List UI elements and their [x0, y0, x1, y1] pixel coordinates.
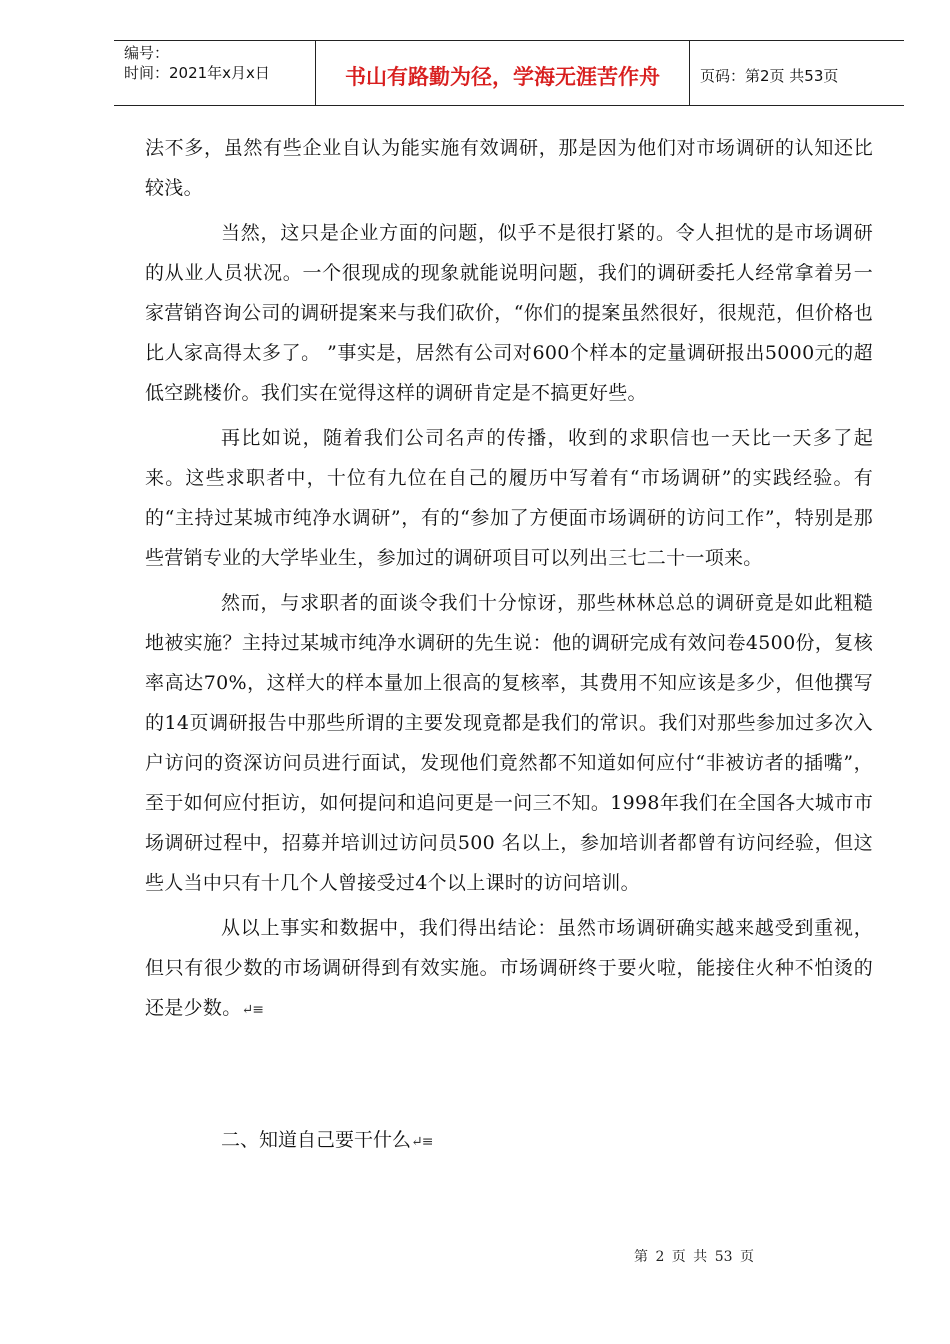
paragraph-3: 再比如说，随着我们公司名声的传播，收到的求职信也一天比一天多了起来。这些求职者中，十位有九位在自己的履历中写着有“市场调研”的实践经验。有的“主持过某城市纯净水调研”，有的“参加了方便面市场调研的访问工作”，特别是那些营销专业的大学毕业生，参加过的调研项目可以列出三七二十一项来。 — [145, 427, 873, 569]
paragraph-5: 从以上事实和数据中，我们得出结论：虽然市场调研确实越来越受到重视，但只有很少数的市场调研得到有效实施。市场调研终于要火啦，能接住火种不怕烫的还是少数。↵≡ — [145, 917, 873, 1019]
document-number-label: 编号： — [124, 44, 170, 62]
paragraph-2: 当然，这只是企业方面的问题，似乎不是很打紧的。令人担忧的是市场调研的从业人员状况。一个很现成的现象就能说明问题，我们的调研委托人经常拿着另一家营销咨询公司的调研提案来与我们砍价，“你们的提案虽然很好，很规范，但价格也比人家高得太多了。 ”事实是，居然有公司对600个样本的定量调研报出5000元的超低空跳楼价。我们实在觉得这样的调研肯定是不搞更好些。 — [145, 222, 873, 404]
paragraph-4: 然而，与求职者的面谈令我们十分惊讶，那些林林总总的调研竟是如此粗糙地被实施？主持过某城市纯净水调研的先生说：他的调研完成有效问卷4500份，复核率高达70%，这样大的样本量加上很高的复核率，其费用不知应该是多少，但他撰写的14页调研报告中那些所谓的主要发现竟都是我们的常识。我们对那些参加过多次入户访问的资深访问员进行面试，发现他们竟然都不知道如何应付“非被访者的插嘴”，至于如何应付拒访，如何提问和追问更是一问三不知。1998年我们在全国各大城市市场调研过程中，招募并培训过访问员500 名以上，参加培训者都曾有访问经验，但这些人当中只有十几个人曾接受过4个以上课时的访问培训。 — [145, 592, 873, 894]
page-header — [114, 40, 904, 106]
header-meta-cell — [114, 41, 316, 105]
header-page-number: 页码：第2页 共53页 — [700, 66, 839, 85]
section-heading: 二、知道自己要干什么↵≡ — [221, 1129, 433, 1151]
header-motto: 书山有路勤为径，学海无涯苦作舟 — [316, 41, 690, 105]
page-footer: 第 2 页 共 53 页 — [634, 1249, 754, 1265]
document-time-label: 时间：2021年x月x日 — [124, 64, 270, 82]
paragraph-1: 法不多，虽然有些企业自认为能实施有效调研，那是因为他们对市场调研的认知还比较浅。 — [145, 137, 873, 199]
document-body — [145, 128, 873, 1035]
paragraph-end-mark: ↵≡ — [241, 1002, 263, 1018]
heading-end-mark: ↵≡ — [411, 1134, 433, 1150]
